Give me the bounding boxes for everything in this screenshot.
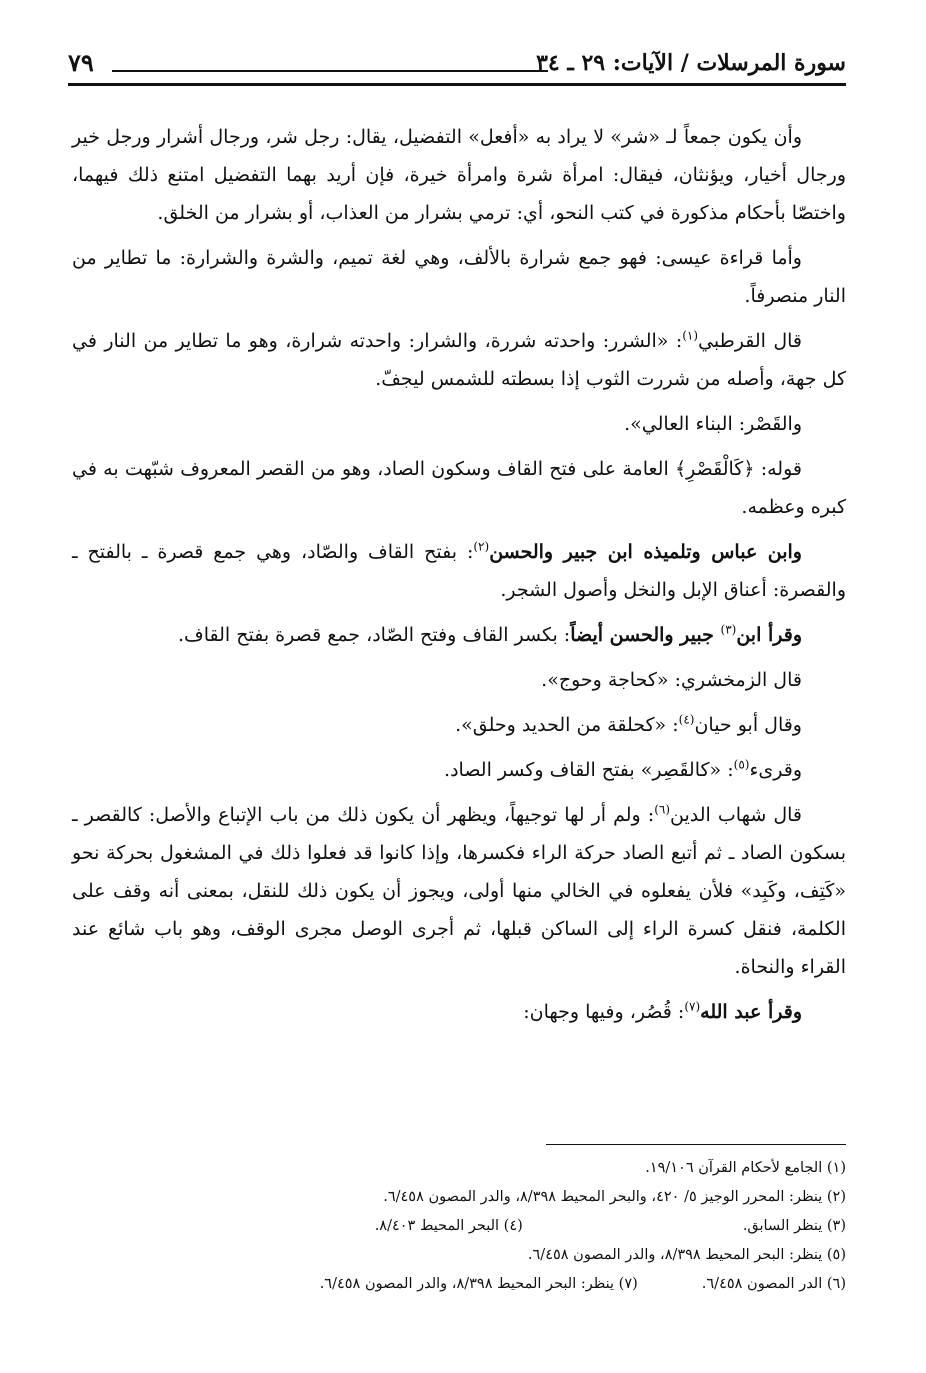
paragraph-8: قال الزمخشري: «كحاجة وحوج».	[541, 669, 802, 691]
footnote-ref-1: (١)	[682, 328, 699, 343]
reciter-lead: وقرأ ابن	[736, 624, 802, 646]
footnote-7: (٧) ينظر: البحر المحيط ٨/٣٩٨، والدر المصون ٦/٤٥٨.	[319, 1276, 638, 1292]
footnote-ref-4: (٤)	[678, 712, 695, 727]
reading-explanation: : بفتح القاف والصّاد، وهي جمع قصرة ـ بالفتح ـ والقصرة: أعناق الإبل والنخل وأصول الشجر.	[72, 541, 846, 601]
shihab-lead: قال شهاب الدين	[670, 804, 802, 826]
footnote-ref-6: (٦)	[654, 802, 671, 817]
page-header	[68, 46, 846, 86]
paragraph-2: وأما قراءة عيسى: فهو جمع شرارة بالألف، وهي لغة تميم، والشرة والشرارة: ما تطاير من النار منصرفاً.	[72, 247, 846, 307]
header-leader-line	[112, 70, 548, 72]
paragraph-7	[72, 616, 846, 654]
reading-explanation-2: : بكسر القاف وفتح الصّاد، جمع قصرة بفتح القاف.	[177, 624, 571, 646]
abu-hayyan-quote: : «كحلقة من الحديد وحلق».	[455, 714, 679, 736]
footnote-row-3-4	[72, 1212, 846, 1241]
footnote-1: (١) الجامع لأحكام القرآن ١٩/١٠٦.	[645, 1160, 846, 1176]
paragraph-5: قوله: ﴿كَالْقَصْرِ﴾ العامة على فتح القاف وسكون الصاد، وهو من القصر المعروف شبّهت به في كبره وعظمه.	[72, 458, 846, 518]
abdullah-text: : قُصُر، وفيها وجهان:	[523, 1001, 685, 1023]
paragraph-11	[72, 796, 846, 986]
running-title: سورة المرسلات / الآيات: ٢٩ ـ ٣٤	[536, 50, 846, 76]
main-text	[72, 118, 846, 1038]
reciters-names: وابن عباس وتلميذه ابن جبير والحسن	[489, 541, 802, 563]
paragraph-10	[72, 751, 846, 789]
abu-hayyan-lead: وقال أبو حيان	[694, 714, 802, 736]
header-rule	[68, 83, 846, 86]
footnote-row-6-7	[72, 1270, 846, 1299]
footnote-separator	[546, 1144, 846, 1145]
paragraph-4: والقَصْر: البناء العالي».	[624, 413, 802, 435]
qurtubi-lead: قال القرطبي	[698, 330, 803, 352]
variant-lead: وقرىء	[749, 759, 802, 781]
footnote-6: (٦) الدر المصون ٦/٤٥٨.	[701, 1276, 846, 1292]
qurtubi-quote: : «الشرر: واحدته شررة، والشرار: واحدته شرارة، وهو ما تطاير من النار في كل جهة، وأصله من شررت الثوب إذا بسطته للشمس ليجفّ.	[72, 330, 846, 390]
footnote-2: (٢) ينظر: المحرر الوجيز ٥/ ٤٢٠، والبحر المحيط ٨/٣٩٨، والدر المصون ٦/٤٥٨.	[383, 1189, 846, 1205]
paragraph-3	[72, 322, 846, 398]
abdullah-lead: وقرأ عبد الله	[700, 1001, 802, 1023]
reciter-names-rest: جبير والحسن أيضاً	[570, 624, 721, 646]
paragraph-6	[72, 533, 846, 609]
footnote-5: (٥) ينظر: البحر المحيط ٨/٣٩٨، والدر المصون ٦/٤٥٨.	[527, 1247, 846, 1263]
footnote-3: (٣) ينظر السابق.	[742, 1218, 846, 1234]
footnote-ref-3: (٣)	[720, 622, 737, 637]
paragraph-1: وأن يكون جمعاً لـ «شر» لا يراد به «أفعل» التفضيل، يقال: رجل شر، ورجال أشرار ورجل خير ورجال أخيار، ويؤنثان، فيقال: امرأة شرة وامرأة خيرة، فإن أريد بهما التفضيل امتنع ذلك فيهما، واختصّا بأحكام مذكورة في كتب النحو، أي: ترمي بشرار من العذاب، أو بشرار من الخلق.	[72, 126, 846, 224]
paragraph-9	[72, 706, 846, 744]
page-number: ٧٩	[68, 48, 94, 77]
footnotes	[72, 1154, 846, 1299]
shihab-text: : ولم أر لها توجيهاً، ويظهر أن يكون ذلك من باب الإتباع والأصل: كالقصر ـ بسكون الصاد ـ ثم أتبع الصاد حركة الراء فكسرها، وإذا كانوا قد فعلوا ذلك في المشغول بحركة نحو «كَتِف، وكَبِد» فلأن يفعلوه في الخالي منها أولى، ويجوز أن يكون ذلك للنقل، بمعنى أنه وقف على الكلمة، فنقل كسرة الراء إلى الساكن قبلها، ثم أجرى الوصل مجرى الوقف، وهو باب شائع عند القراء والنحاة.	[72, 804, 846, 978]
paragraph-12	[72, 993, 846, 1031]
variant-text: : «كالقَصِر» بفتح القاف وكسر الصاد.	[444, 759, 734, 781]
footnote-ref-7: (٧)	[684, 999, 701, 1014]
footnote-ref-5: (٥)	[733, 757, 750, 772]
footnote-ref-2: (٢)	[473, 539, 490, 554]
footnote-4: (٤) البحر المحيط ٨/٤٠٣.	[374, 1218, 523, 1234]
